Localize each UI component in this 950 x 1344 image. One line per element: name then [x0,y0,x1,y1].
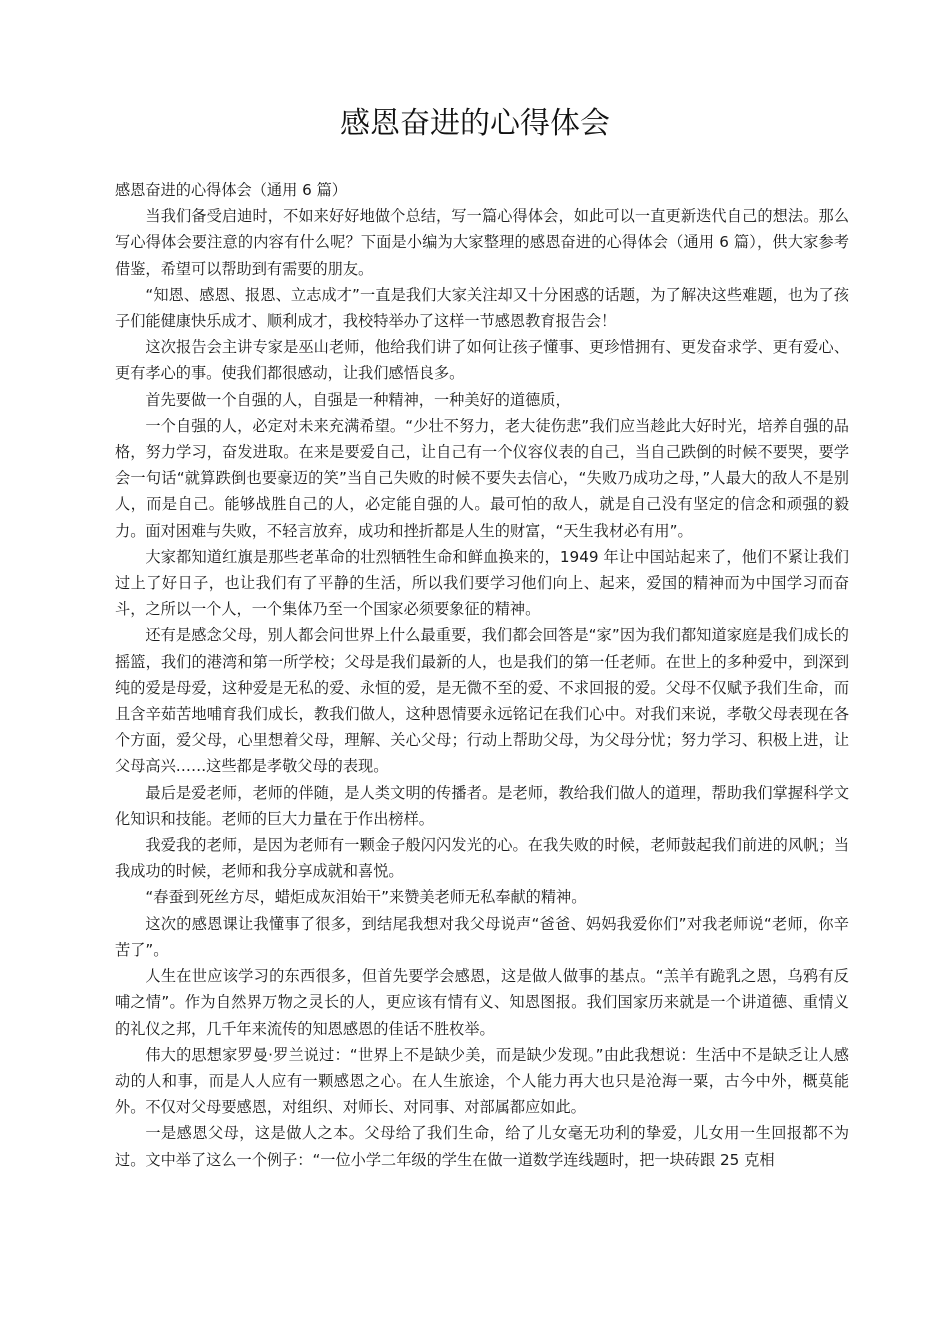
document-subtitle: 感恩奋进的心得体会（通用 6 篇） [115,181,347,199]
paragraph: “知恩、感恩、报恩、立志成才”一直是我们大家关注却又十分困惑的话题，为了解决这些难题，也为了孩子们能健康快乐成才、顺利成才，我校特举办了这样一节感恩教育报告会！ [115,285,849,331]
paragraph: 最后是爱老师，老师的伴随，是人类文明的传播者。是老师，教给我们做人的道理，帮助我们掌握科学文化知识和技能。老师的巨大力量在于作出榜样。 [115,783,849,828]
paragraph: 人生在世应该学习的东西很多，但首先要学会感恩，这是做人做事的基点。“羔羊有跪乳之恩，乌鸦有反哺之情”。作为自然界万物之灵长的人，更应该有情有义、知恩图报。我们国家历来就是一个讲道德、重情义的礼仪之邦，几千年来流传的知恩感恩的佳话不胜枚举。 [115,967,849,1038]
paragraph: 当我们备受启迪时，不如来好好地做个总结，写一篇心得体会，如此可以一直更新迭代自己的想法。那么写心得体会要注意的内容有什么呢？下面是小编为大家整理的感恩奋进的心得体会（通用 6 篇），供大家参考借鉴，希望可以帮助到有需要的朋友。 [115,207,849,278]
paragraph: 这次的感恩课让我懂事了很多，到结尾我想对我父母说声“爸爸、妈妈我爱你们”对我老师说“老师，你辛苦了”。 [115,914,849,959]
paragraph: 这次报告会主讲专家是巫山老师，他给我们讲了如何让孩子懂事、更珍惜拥有、更发奋求学、更有爱心、更有孝心的事。使我们都很感动，让我们感悟良多。 [115,338,849,383]
document-body [115,177,849,1173]
paragraph: 我爱我的老师，是因为老师有一颗金子般闪闪发光的心。在我失败的时候，老师鼓起我们前进的风帆；当我成功的时候，老师和我分享成就和喜悦。 [115,836,849,881]
paragraph: 大家都知道红旗是那些老革命的壮烈牺牲生命和鲜血换来的，1949 年让中国站起来了，他们不紧让我们过上了好日子，也让我们有了平静的生活，所以我们要学习他们向上、起来，爱国的精神而为中国学习而奋斗，之所以一个人，一个集体乃至一个国家必须要象征的精神。 [115,547,849,619]
paragraph: 一是感恩父母，这是做人之本。父母给了我们生命，给了儿女毫无功利的挚爱，儿女用一生回报都不为过。文中举了这么一个例子：“一位小学二年级的学生在做一道数学连线题时，把一块砖跟 25 克相 [115,1124,849,1169]
document-title: 感恩奋进的心得体会 [340,106,610,141]
paragraph: 伟大的思想家罗曼·罗兰说过：“世界上不是缺少美，而是缺少发现。”由此我想说：生活中不是缺乏让人感动的人和事，而是人人应有一颗感恩之心。在人生旅途，个人能力再大也只是沧海一粟，古今中外，概莫能外。不仅对父母要感恩，对组织、对师长、对同事、对部属都应如此。 [115,1045,849,1117]
paragraph: 一个自强的人，必定对未来充满希望。“少壮不努力，老大徒伤悲”我们应当趁此大好时光，培养自强的品格，努力学习，奋发进取。在来是要爱自己，让自己有一个仪容仪表的自己，当自己跌倒的时候不要哭，要学会一句话“就算跌倒也要豪迈的笑”当自己失败的时候不要失去信心，“失败乃成功之母，”人最大的敌人不是别人，而是自己。能够战胜自己的人，必定能自强的人。最可怕的敌人，就是自己没有坚定的信念和顽强的毅力。面对困难与失败，不轻言放弃，成功和挫折都是人生的财富，“天生我材必有用”。 [115,416,849,540]
paragraph: 首先要做一个自强的人，自强是一种精神，一种美好的道德质， [145,390,571,409]
paragraph: 还有是感念父母，别人都会问世界上什么最重要，我们都会回答是“家”因为我们都知道家庭是我们成长的摇篮，我们的港湾和第一所学校；父母是我们最新的人，也是我们的第一任老师。在世上的多种爱中，到深到纯的爱是母爱，这种爱是无私的爱、永恒的爱，是无微不至的爱、不求回报的爱。父母不仅赋予我们生命，而且含辛茹苦地哺育我们成长，教我们做人，这种恩情要永远铭记在我们心中。对我们来说，孝敬父母表现在各个方面，爱父母，心里想着父母，理解、关心父母；行动上帮助父母，为父母分忧；努力学习、积极上进，让父母高兴……这些都是孝敬父母的表现。 [115,626,849,776]
paragraph: “春蚕到死丝方尽，蜡炬成灰泪始干”来赞美老师无私奉献的精神。 [145,888,587,907]
